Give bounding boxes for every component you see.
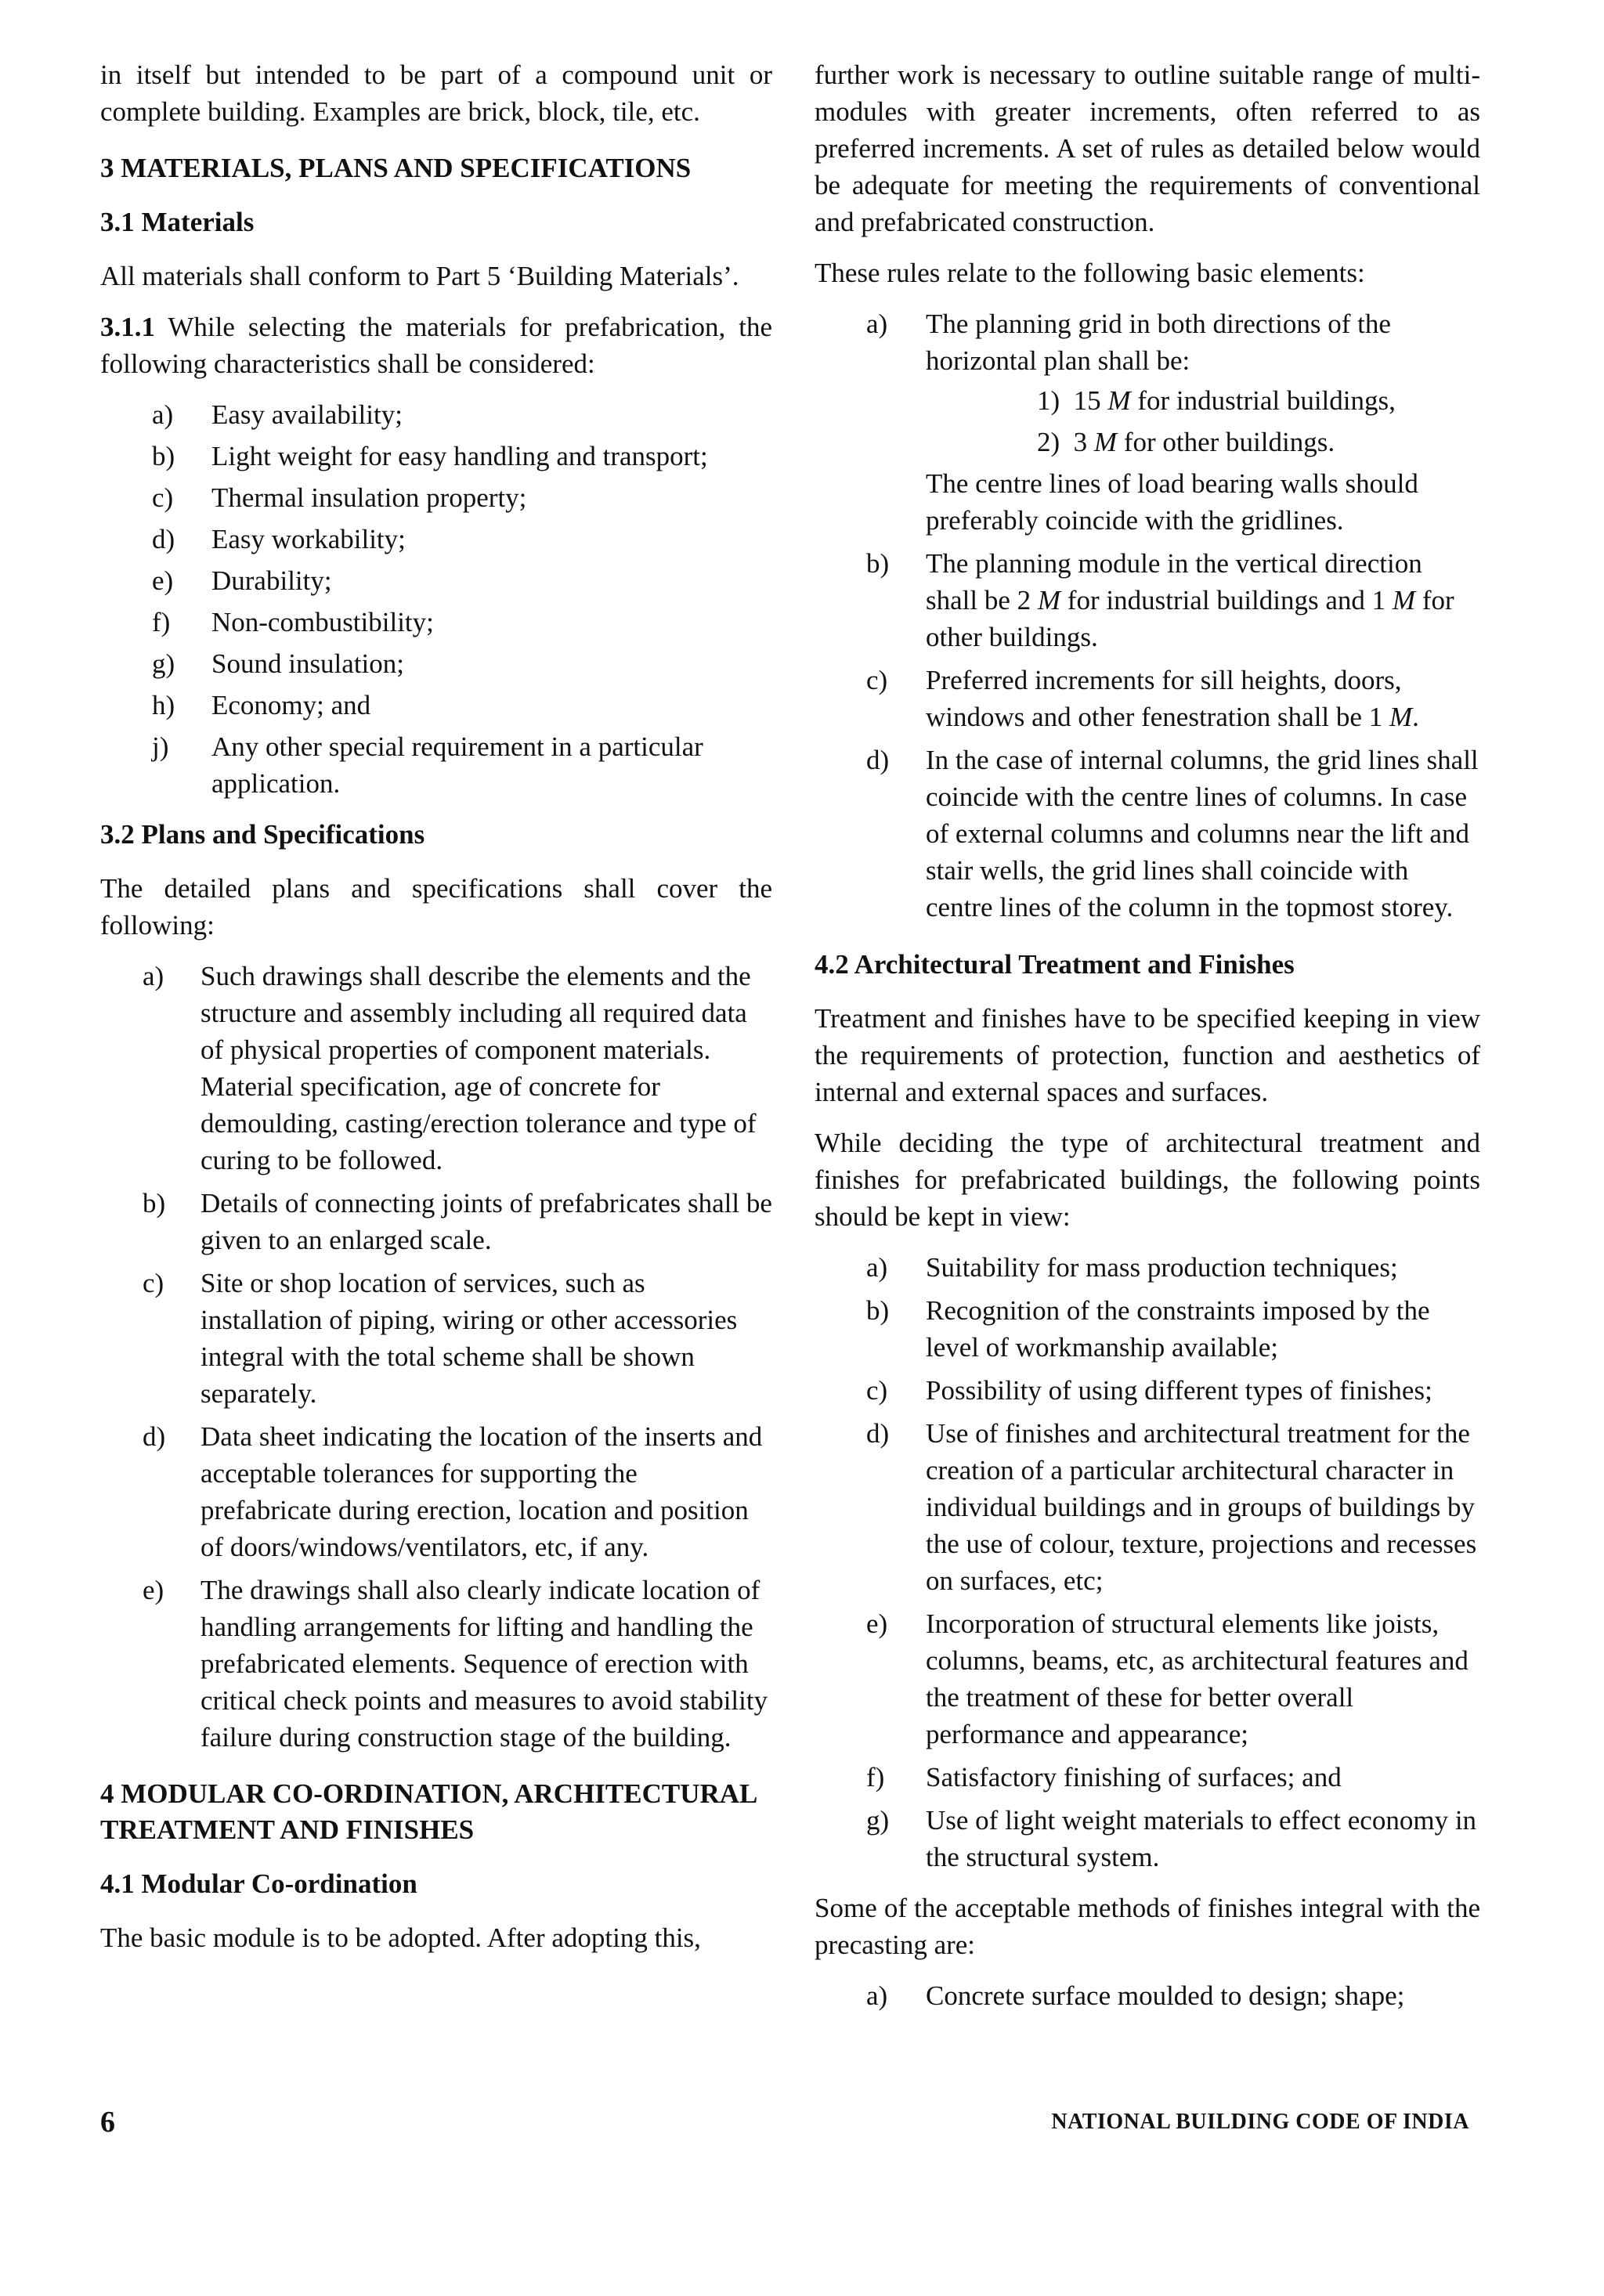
list-item (815, 742, 1480, 926)
list-item (100, 1185, 772, 1258)
list-item-text: The drawings shall also clearly indicate location of handling arrangements for lifting and handling the prefabricated elements. Sequence of erection with critical check points and measures to avoid stability failure during construction stage of the building. (200, 1575, 768, 1753)
section-4-heading: 4 MODULAR CO-ORDINATION, ARCHITECTURAL TREATMENT AND FINISHES (100, 1778, 757, 1845)
plans-list (100, 958, 772, 1756)
list-item-text: Any other special requirement in a particular application. (211, 731, 703, 799)
section-3-1-heading: 3.1 Materials (100, 207, 255, 237)
section-3-1-text: All materials shall conform to Part 5 ‘Building Materials’. (100, 261, 739, 291)
list-item-text: Easy availability; (211, 399, 403, 430)
list-item-text: Concrete surface moulded to design; shape; (926, 1980, 1405, 2011)
section-3-2-heading: 3.2 Plans and Specifications (100, 819, 425, 850)
section-4-2-heading: 4.2 Architectural Treatment and Finishes (815, 949, 1295, 980)
methods-list (815, 1977, 1480, 2014)
sub-list-item (926, 382, 1480, 419)
list-item-text: Use of finishes and architectural treatment for the creation of a particular architectural character in individual buildings and in groups of buildings by the use of colour, texture, projections and recesses on surfaces, etc; (926, 1418, 1477, 1596)
section-4-1-heading: 4.1 Modular Co-ordination (100, 1868, 417, 1899)
section-4-2-text-2: While deciding the type of architectural treatment and finishes for prefabricated buildings, the following points should be kept in view: (815, 1128, 1480, 1232)
list-item (815, 1605, 1480, 1753)
list-item-label: b) (866, 548, 890, 579)
left-column (100, 56, 772, 1970)
list-item-label: f) (866, 1762, 885, 1792)
sub-list-item (926, 424, 1480, 460)
list-item (100, 479, 772, 516)
list-item (815, 1372, 1480, 1409)
list-item-text: Suitability for mass production techniques; (926, 1252, 1398, 1283)
list-item (815, 1415, 1480, 1599)
sub-item-text-start: 3 (1073, 427, 1094, 457)
rules-intro: These rules relate to the following basic elements: (815, 258, 1365, 288)
list-item (100, 438, 772, 475)
list-item-label: a) (143, 961, 164, 991)
list-item-label: e) (866, 1608, 888, 1639)
list-item (100, 1418, 772, 1565)
list-item-text: Easy workability; (211, 524, 406, 554)
list-item-label: a) (866, 309, 888, 339)
list-item (815, 1759, 1480, 1796)
list-item (815, 1802, 1480, 1875)
list-item (100, 396, 772, 433)
list-item (100, 728, 772, 802)
list-item-label: j) (152, 731, 169, 762)
list-item-text: In the case of internal columns, the grid lines shall coincide with the centre lines of columns. In case of external columns and columns near the lift and stair wells, the grid lines shall coincide with centre lines of the column in the topmost storey. (926, 745, 1479, 922)
list-item-text: Light weight for easy handling and transport; (211, 441, 708, 471)
list-item-label: c) (152, 482, 174, 513)
list-item (815, 1249, 1480, 1286)
section-3-1-1-number: 3.1.1 (100, 312, 155, 342)
list-item-text: Site or shop location of services, such as installation of piping, wiring or other accessories integral with the total scheme shall be shown separately. (200, 1268, 738, 1409)
list-item (815, 662, 1480, 735)
list-item-text: Possibility of using different types of finishes; (926, 1375, 1432, 1406)
list-item-label: d) (866, 1418, 890, 1449)
module-symbol: M (1093, 427, 1118, 457)
list-item-text: Data sheet indicating the location of the inserts and acceptable tolerances for supporting the prefabricate during erection, location and position of doors/windows/ventilators, etc, if any. (200, 1421, 763, 1562)
module-symbol: M (1037, 585, 1061, 616)
list-item (100, 687, 772, 724)
list-item-label: h) (152, 690, 175, 720)
right-column (815, 56, 1480, 2028)
list-item-text: Use of light weight materials to effect economy in the structural system. (926, 1805, 1477, 1872)
list-item-label: d) (152, 524, 175, 554)
list-item (100, 645, 772, 682)
list-item-label: a) (152, 399, 174, 430)
list-item-text: Durability; (211, 565, 332, 596)
list-item-text: Incorporation of structural elements like joists, columns, beams, etc, as architectural features and the treatment of these for better overall performance and appearance; (926, 1608, 1469, 1749)
section-3-2-text: The detailed plans and specifications shall cover the following: (100, 873, 772, 940)
list-item-label: d) (143, 1421, 166, 1452)
list-item (100, 958, 772, 1179)
sub-list (926, 382, 1480, 460)
list-item-text: Such drawings shall describe the elements and the structure and assembly including all required data of physical properties of component materials. Material specification, age of concrete for demoulding, casting/erection tolerance and type of curing to be followed. (200, 961, 757, 1175)
list-item-label: d) (866, 745, 890, 775)
list-item-text-start: The planning module in the vertical direction shall be 2 (926, 548, 1422, 616)
list-item-label: f) (152, 607, 171, 637)
list-item (815, 545, 1480, 655)
sub-item-text-start: 15 (1073, 385, 1108, 416)
list-item-text: Details of connecting joints of prefabricates shall be given to an enlarged scale. (200, 1188, 772, 1255)
list-item-label: c) (866, 1375, 888, 1406)
section-3-1-1-text: While selecting the materials for prefabrication, the following characteristics shall be considered: (100, 312, 772, 379)
page-number: 6 (100, 2106, 115, 2139)
list-item (815, 1292, 1480, 1366)
list-item-label: c) (143, 1268, 164, 1298)
list-item-text: Economy; and (211, 690, 371, 720)
list-item-text-middle: for industrial buildings and 1 (1060, 585, 1393, 616)
list-item-text-end: for other buildings. (926, 585, 1454, 652)
list-item-label: b) (152, 441, 175, 471)
list-item-label: a) (866, 1980, 888, 2011)
module-symbol: M (1107, 385, 1131, 416)
list-item-label: c) (866, 665, 888, 695)
section-4-1-text: The basic module is to be adopted. After adopting this, (100, 1922, 701, 1953)
section-3-1-1-paragraph (100, 309, 772, 382)
list-item (100, 562, 772, 599)
list-item-label: e) (143, 1575, 164, 1605)
module-symbol: M (1389, 702, 1413, 732)
document-title: NATIONAL BUILDING CODE OF INDIA (1051, 2110, 1469, 2134)
sub-item-text-end: for other buildings. (1117, 427, 1335, 457)
list-item-label: e) (152, 565, 174, 596)
list-item-text: Sound insulation; (211, 648, 404, 679)
list-item-text: Non-combustibility; (211, 607, 434, 637)
list-item (100, 521, 772, 558)
list-item-text-end: . (1412, 702, 1419, 732)
list-item (815, 1977, 1480, 2014)
list-item-text-start: Preferred increments for sill heights, doors, windows and other fenestration shall be 1 (926, 665, 1402, 732)
gridline-note: The centre lines of load bearing walls should preferably coincide with the gridlines. (926, 468, 1418, 536)
methods-intro: Some of the acceptable methods of finishes integral with the precasting are: (815, 1893, 1480, 1960)
list-item (815, 305, 1480, 539)
list-item-label: a) (866, 1252, 888, 1283)
sub-item-label: 2) (1037, 427, 1060, 457)
list-item-text: Satisfactory finishing of surfaces; and (926, 1762, 1342, 1792)
points-list (815, 1249, 1480, 1875)
list-item (100, 1572, 772, 1756)
characteristics-list (100, 396, 772, 802)
sub-item-text-end: for industrial buildings, (1130, 385, 1396, 416)
left-intro-paragraph: in itself but intended to be part of a compound unit or complete building. Examples are brick, block, tile, etc. (100, 60, 772, 127)
rules-list (815, 305, 1480, 926)
section-3-heading: 3 MATERIALS, PLANS AND SPECIFICATIONS (100, 153, 692, 183)
section-4-2-text-1: Treatment and finishes have to be specified keeping in view the requirements of protection, function and aesthetics of internal and external spaces and surfaces. (815, 1003, 1480, 1107)
list-item-text: Thermal insulation property; (211, 482, 527, 513)
list-item-label: g) (866, 1805, 890, 1836)
list-item (100, 604, 772, 641)
module-symbol: M (1392, 585, 1416, 616)
right-intro-paragraph: further work is necessary to outline suitable range of multi-modules with greater increments, often referred to as preferred increments. A set of rules as detailed below would be adequate for meeting the requirements of conventional and prefabricated construction. (815, 60, 1480, 237)
list-item-label: g) (152, 648, 175, 679)
list-item-label: b) (143, 1188, 166, 1218)
list-item-label: b) (866, 1295, 890, 1326)
sub-item-label: 1) (1037, 385, 1060, 416)
list-item (100, 1265, 772, 1412)
list-item-text: Recognition of the constraints imposed by the level of workmanship available; (926, 1295, 1430, 1363)
list-item-text: The planning grid in both directions of the horizontal plan shall be: (926, 309, 1391, 376)
